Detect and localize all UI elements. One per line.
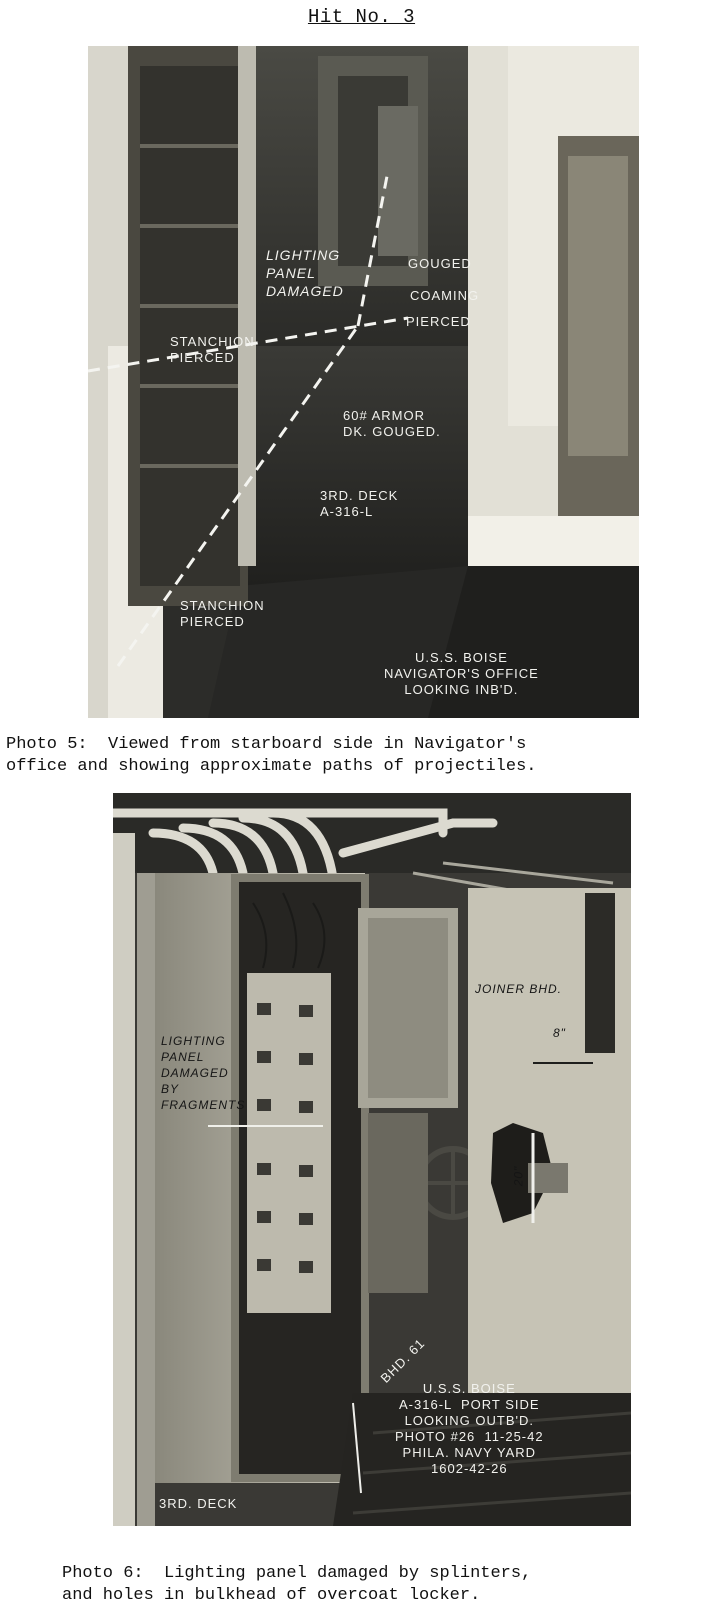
photo-6-label-lighting-panel: LIGHTING PANEL DAMAGED BY FRAGMENTS [161, 1034, 246, 1112]
photo-6-caption: Photo 6: Lighting panel damaged by splinters, and holes in bulkhead of overcoat locker. [62, 1564, 532, 1605]
photo-5 [88, 46, 639, 718]
photo-5-label-pierced: PIERCED [406, 314, 471, 329]
photo-5-label-lighting-panel: LIGHTING PANEL DAMAGED [266, 247, 344, 299]
photo-6 [113, 793, 631, 1526]
photo-5-label-gouged: GOUGED [408, 256, 472, 271]
photo-6-image [113, 793, 631, 1526]
photo-6-label-bhd-61: BHD. 61 [377, 1335, 428, 1386]
photo-6-label-deck: 3RD. DECK [159, 1496, 238, 1511]
photo-5-image [88, 46, 639, 718]
photo-6-label-twenty-inch: 20" [511, 1165, 526, 1187]
photo-5-label-deck: 3RD. DECK A-316-L [320, 488, 399, 519]
photo-5-label-stanchion-bottom: STANCHION PIERCED [180, 598, 265, 629]
photo-5-caption: Photo 5: Viewed from starboard side in Navigator's office and showing approximate paths of projectiles. [6, 735, 537, 776]
page-title: Hit No. 3 [307, 6, 416, 28]
photo-5-label-stanchion-top: STANCHION PIERCED [170, 334, 255, 365]
photo-5-label-ship: U.S.S. BOISE NAVIGATOR'S OFFICE LOOKING INB'D. [384, 650, 539, 697]
photo-6-label-eight-inch: 8" [553, 1026, 566, 1040]
photo-5-label-coaming: COAMING [410, 288, 480, 303]
photo-6-label-ship: U.S.S. BOISE A-316-L PORT SIDE LOOKING OUTB'D. PHOTO #26 11-25-42 PHILA. NAVY YARD 1602-42-26 [395, 1381, 544, 1476]
photo-5-label-armor: 60# ARMOR DK. GOUGED. [343, 408, 441, 439]
photo-6-label-joiner-bhd: JOINER BHD. [475, 982, 563, 996]
